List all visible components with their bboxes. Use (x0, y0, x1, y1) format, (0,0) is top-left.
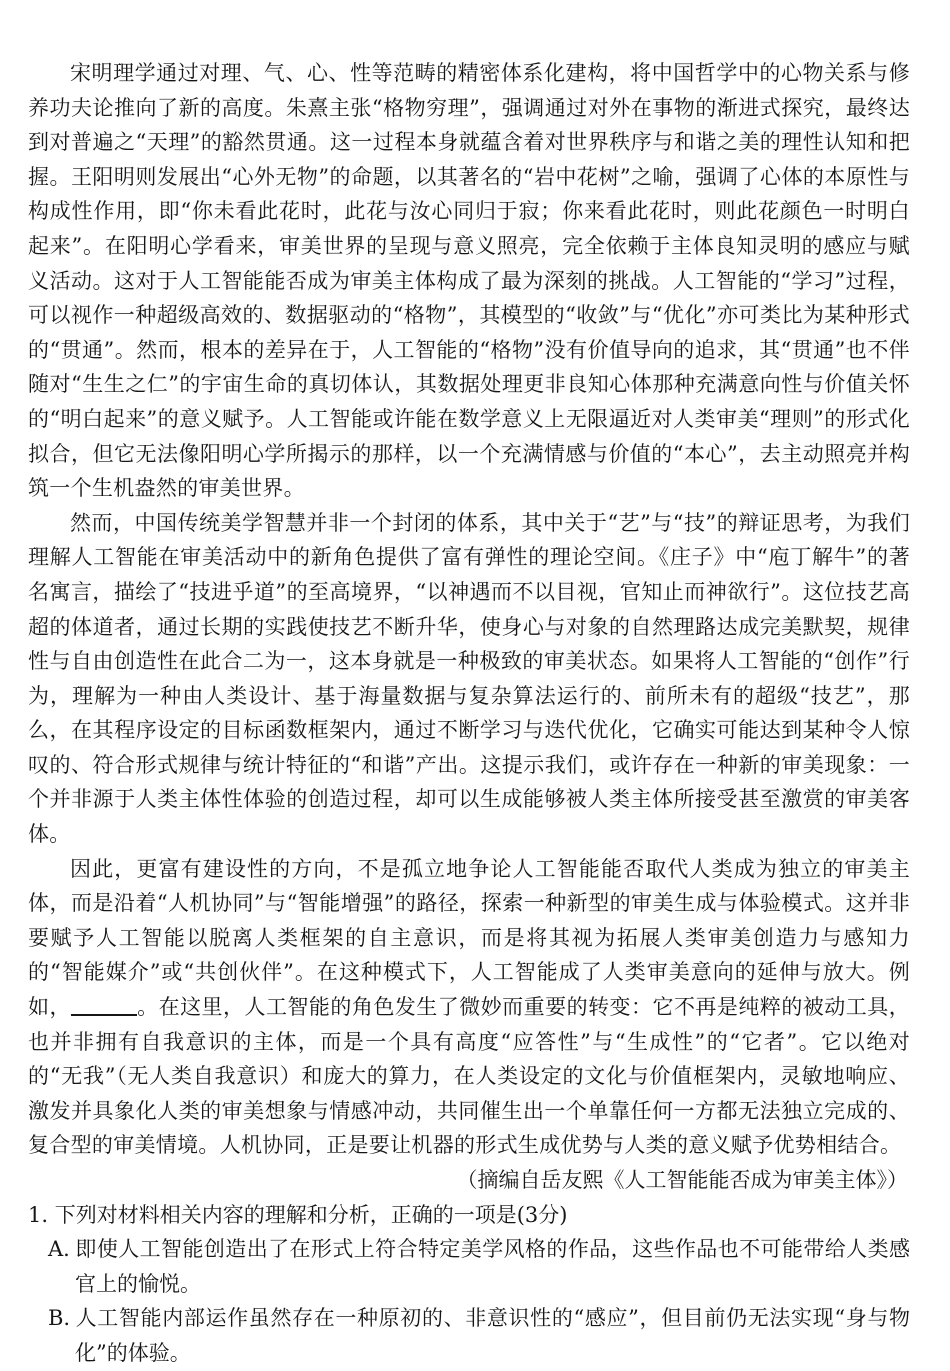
passage-paragraph-1: 宋明理学通过对理、气、心、性等范畴的精密体系化建构，将中国哲学中的心物关系与修养功夫论推向了新的高度。朱熹主张“格物穷理”，强调通过对外在事物的渐进式探究，最终达到对普遍之“天理”的豁然贯通。这一过程本身就蕴含着对世界秩序与和谐之美的理性认知和把握。王阳明则发展出“心外无物”的命题，以其著名的“岩中花树”之喻，强调了心体的本原性与构成性作用，即“你未看此花时，此花与汝心同归于寂；你来看此花时，则此花颜色一时明白起来”。在阳明心学看来，审美世界的呈现与意义照亮，完全依赖于主体良知灵明的感应与赋义活动。这对于人工智能能否成为审美主体构成了最为深刻的挑战。人工智能的“学习”过程，可以视作一种超级高效的、数据驱动的“格物”，其模型的“收敛”与“优化”亦可类比为某种形式的“贯通”。然而，根本的差异在于，人工智能的“格物”没有价值导向的追求，其“贯通”也不伴随对“生生之仁”的宇宙生命的真切体认，其数据处理更非良知心体那种充满意向性与价值关怀的“明白起来”的意义赋予。人工智能或许能在数学意义上无限逼近对人类审美“理则”的形式化拟合，但它无法像阳明心学所揭示的那样，以一个充满情感与价值的“本心”，去主动照亮并构筑一个生机盎然的审美世界。 (28, 61, 910, 501)
passage-paragraph-2: 然而，中国传统美学智慧并非一个封闭的体系，其中关于“艺”与“技”的辩证思考，为我们理解人工智能在审美活动中的新角色提供了富有弹性的理论空间。《庄子》中“庖丁解牛”的著名寓言，描绘了“技进乎道”的至高境界，“以神遇而不以目视，官知止而神欲行”。这位技艺高超的体道者，通过长期的实践使技艺不断升华，使身心与对象的自然理路达成完美默契，规律性与自由创造性在此合二为一，这本身就是一种极致的审美状态。如果将人工智能的“创作”行为，理解为一种由人类设计、基于海量数据与复杂算法运行的、前所未有的超级“技艺”，那么，在其程序设定的目标函数框架内，通过不断学习与迭代优化，它确实可能达到某种令人惊叹的、符合形式规律与统计特征的“和谐”产出。这提示我们，或许存在一种新的审美现象：一个并非源于人类主体性体验的创造过程，却可以生成能够被人类主体所接受甚至激赏的审美客体。 (28, 510, 910, 847)
question-stem: 1. 下列对材料相关内容的理解和分析，正确的一项是(3分) (28, 1202, 568, 1227)
option-a-letter: A. (48, 1237, 70, 1262)
option-b-letter: B. (48, 1306, 71, 1331)
option-a (48, 1232, 910, 1301)
paragraph-3-text-after-blank: 。在这里，人工智能的角色发生了微妙而重要的转变：它不再是纯粹的被动工具，也并非拥有自我意识的主体，而是一个具有高度“应答性”与“生成性”的“它者”。它以绝对的“无我”（无人类自我意识）和庞大的算力，在人类设定的文化与价值框架内，灵敏地响应、激发并具象化人类的审美想象与情感冲动，共同催生出一个单靠任何一方都无法独立完成的、复合型的审美情境。人机协同，正是要让机器的形式生成优势与人类的意义赋予优势相结合。 (28, 995, 910, 1158)
reading-passage (28, 56, 910, 1198)
fill-in-blank (71, 994, 137, 1016)
source-citation: （摘编自岳友熙《人工智能能否成为审美主体》） (456, 1168, 908, 1192)
passage-paragraph-3 (28, 852, 910, 1163)
option-b-text: 人工智能内部运作虽然存在一种原初的、非意识性的“感应”，但目前仍无法实现“身与物化”的体验。 (75, 1306, 910, 1365)
option-a-text: 即使人工智能创造出了在形式上符合特定美学风格的作品，这些作品也不可能带给人类感官上的愉悦。 (75, 1237, 910, 1296)
option-b (48, 1301, 910, 1370)
paragraph-3-text-before-blank: 因此，更富有建设性的方向，不是孤立地争论人工智能能否取代人类成为独立的审美主体，而是沿着“人机协同”与“智能增强”的路径，探索一种新型的审美生成与体验模式。这并非要赋予人工智能以脱离人类框架的自主意识，而是将其视为拓展人类审美创造力与感知力的“智能媒介”或“共创伙伴”。在这种模式下，人工智能成了人类审美意向的延伸与放大。例如， (28, 856, 910, 1020)
question-1 (28, 1198, 910, 1371)
